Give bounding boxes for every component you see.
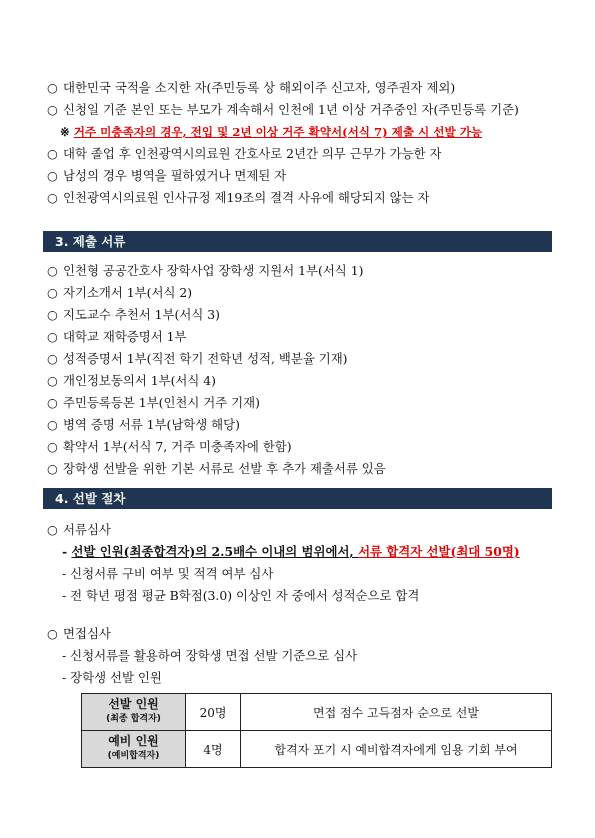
document-item: ○ 개인정보동의서 1부(서식 4) [47, 373, 217, 388]
document-item: ○ 장학생 선발을 위한 기본 서류로 선발 후 추가 제출서류 있음 [47, 461, 386, 476]
table-row [82, 694, 552, 731]
circle-bullet-icon: ○ [47, 146, 58, 161]
circle-bullet-icon: ○ [47, 168, 58, 183]
row-header: 예비 인원 (예비합격자) [82, 731, 186, 768]
circle-bullet-icon: ○ [47, 80, 58, 95]
doc-review-item: - 신청서류 구비 여부 및 적격 여부 심사 [62, 566, 274, 581]
interview-item: - 장학생 선발 인원 [62, 670, 162, 685]
circle-bullet-icon: ○ [47, 522, 58, 537]
document-item: ○ 주민등록등본 1부(인천시 거주 기재) [47, 395, 260, 410]
circle-bullet-icon: ○ [47, 395, 58, 410]
row-header: 선발 인원 (최종 합격자) [82, 694, 186, 731]
document-item: ○ 지도교수 추천서 1부(서식 3) [47, 307, 220, 322]
eligibility-item: ○ 인천광역시의료원 인사규정 제19조의 결격 사유에 해당되지 않는 자 [47, 190, 430, 205]
eligibility-item: ○ 대한민국 국적을 소지한 자(주민등록 상 해외이주 신고자, 영주권자 제외) [47, 80, 456, 95]
doc-review-criteria: - 선발 인원(최종합격자)의 2.5배수 이내의 범위에서, 서류 합격자 선발(최대 50명) [62, 544, 520, 559]
section-header-selection: 4. 선발 절차 [43, 488, 552, 509]
circle-bullet-icon: ○ [47, 307, 58, 322]
circle-bullet-icon: ○ [47, 626, 58, 641]
circle-bullet-icon: ○ [47, 285, 58, 300]
document-item: ○ 확약서 1부(서식 7, 거주 미충족자에 한함) [47, 439, 292, 454]
eligibility-item: ○ 남성의 경우 병역을 필하였거나 면제된 자 [47, 168, 287, 183]
selection-quota-table [81, 693, 552, 768]
document-item: ○ 인천형 공공간호사 장학사업 장학생 지원서 1부(서식 1) [47, 263, 364, 278]
circle-bullet-icon: ○ [47, 351, 58, 366]
section-header-documents: 3. 제출 서류 [43, 231, 552, 252]
quota-description: 합격자 포기 시 예비합격자에게 임용 기회 부여 [241, 731, 552, 768]
doc-pass-highlight: 서류 합격자 선발(최대 50명) [358, 544, 520, 559]
table-row [82, 731, 552, 768]
residency-note [60, 123, 482, 141]
quota-description: 면접 점수 고득점자 순으로 선발 [241, 694, 552, 731]
eligibility-item: ○ 신청일 기준 본인 또는 부모가 계속해서 인천에 1년 이상 거주중인 자(주민등록 기준) [47, 102, 519, 117]
circle-bullet-icon: ○ [47, 102, 58, 117]
circle-bullet-icon: ○ [47, 190, 58, 205]
reference-mark-icon: ※ [60, 125, 70, 139]
circle-bullet-icon: ○ [47, 417, 58, 432]
document-item: ○ 병역 증명 서류 1부(남학생 해당) [47, 417, 240, 432]
doc-review-item: - 전 학년 평점 평균 B학점(3.0) 이상인 자 중에서 성적순으로 합격 [62, 588, 420, 603]
circle-bullet-icon: ○ [47, 329, 58, 344]
circle-bullet-icon: ○ [47, 439, 58, 454]
circle-bullet-icon: ○ [47, 263, 58, 278]
interview-heading: ○ 면접심사 [47, 626, 111, 641]
quota-count: 20명 [186, 694, 241, 731]
interview-item: - 신청서류를 활용하여 장학생 면접 선발 기준으로 심사 [62, 648, 358, 663]
eligibility-item: ○ 대학 졸업 후 인천광역시의료원 간호사로 2년간 의무 근무가 가능한 자 [47, 146, 442, 161]
circle-bullet-icon: ○ [47, 373, 58, 388]
document-item: ○ 대학교 재학증명서 1부 [47, 329, 187, 344]
document-item: ○ 성적증명서 1부(직전 학기 전학년 성적, 백분율 기재) [47, 351, 348, 366]
document-item: ○ 자기소개서 1부(서식 2) [47, 285, 193, 300]
residency-note-text: 거주 미충족자의 경우, 전입 및 2년 이상 거주 확약서(서식 7) 제출 시 선발 가능 [73, 125, 483, 139]
circle-bullet-icon: ○ [47, 461, 58, 476]
doc-review-heading: ○ 서류심사 [47, 522, 111, 537]
quota-count: 4명 [186, 731, 241, 768]
